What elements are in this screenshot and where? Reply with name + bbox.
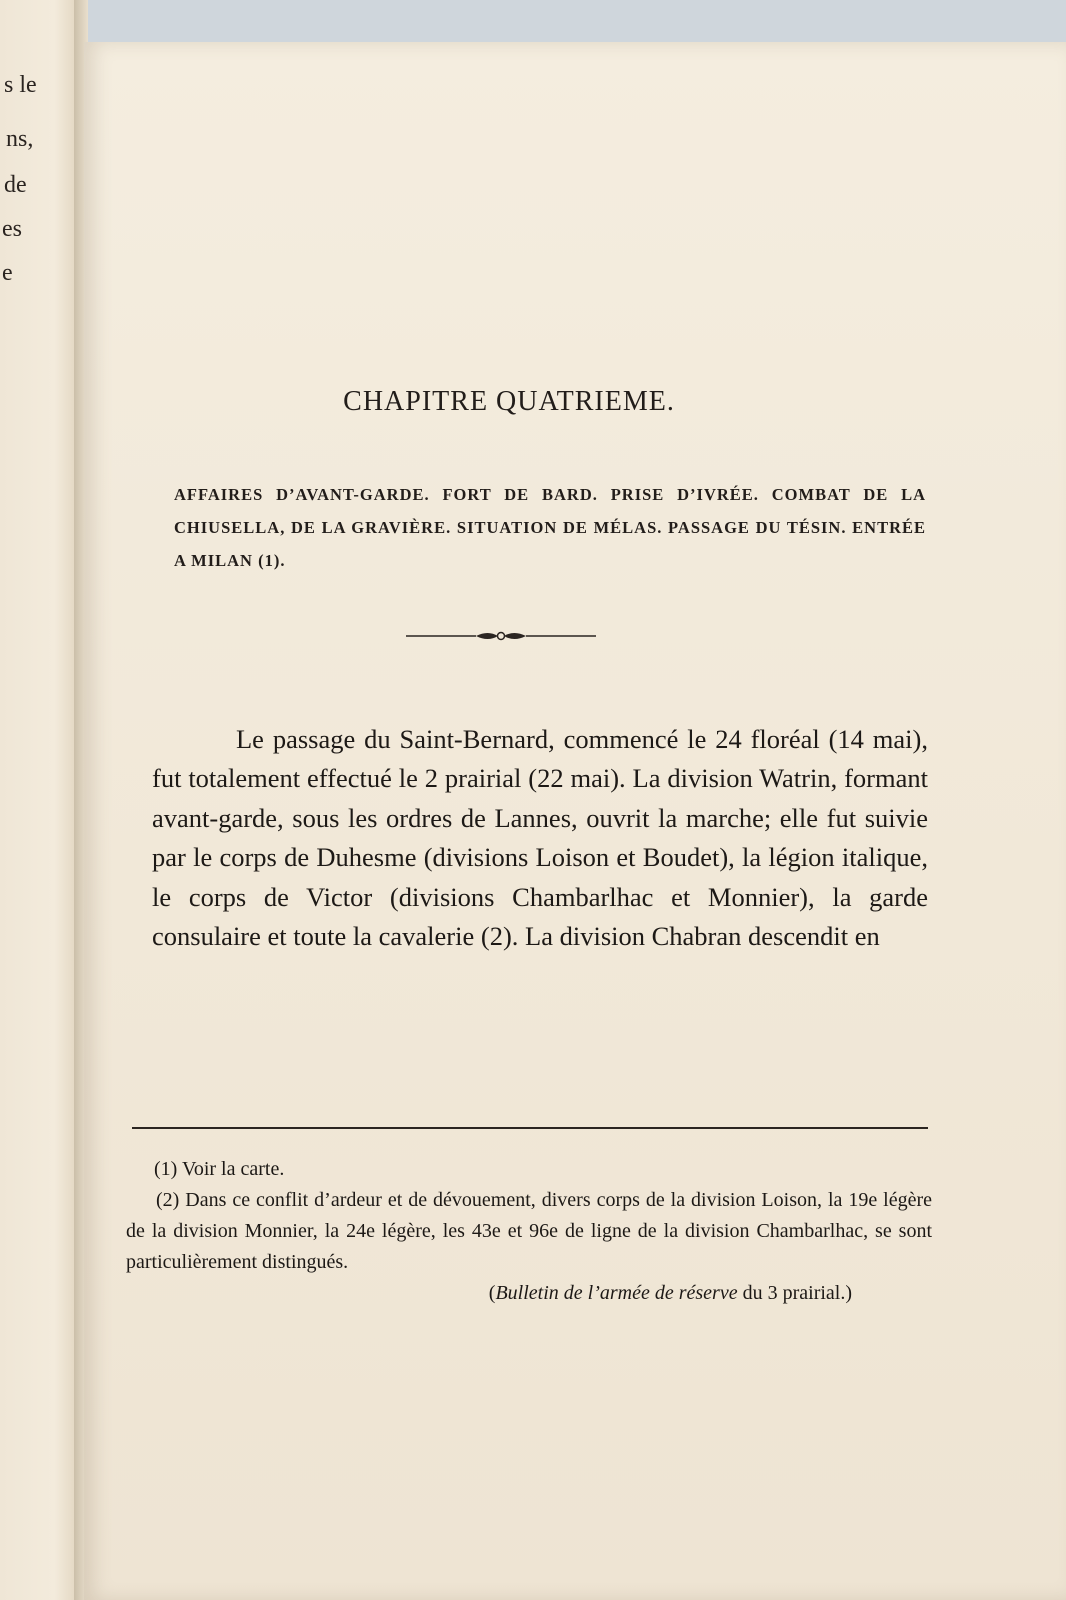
left-page-fragment: es xyxy=(2,216,22,242)
footnote-source xyxy=(126,1278,932,1309)
footnote-1: (1) Voir la carte. xyxy=(154,1158,285,1180)
book-page xyxy=(84,42,1066,1600)
footnote-rule xyxy=(132,1127,928,1129)
main-paragraph-text: Le passage du Saint-Bernard, commencé le 24 floréal (14 mai), fut totalement effectué le 2 prairial (22 mai). La division Watrin, formant avant-garde, sous les ordres de Lannes, ouvrit la marche; elle fut suivie par le corps de Duhesme (divisions Loison et Boudet), la légion italique, le corps de Victor (divisions Chambarlhac et Monnier), la garde consulaire et toute la cavalerie (2). La division Chabran descendit en xyxy=(152,724,928,952)
left-page-fragment: de xyxy=(4,172,27,198)
source-open: ( xyxy=(488,1282,496,1304)
source-rest: du 3 prairial.) xyxy=(737,1282,852,1304)
chapter-title: CHAPITRE QUATRIEME. xyxy=(343,386,675,417)
left-page-edge xyxy=(0,0,78,1600)
source-title: Bulletin de l’armée de réserve xyxy=(495,1282,738,1304)
footnotes xyxy=(126,1154,932,1309)
chapter-summary xyxy=(174,478,926,577)
chapter-summary-text: AFFAIRES D’AVANT-GARDE. FORT DE BARD. PRISE D’IVRÉE. COMBAT DE LA CHIUSELLA, DE LA GRAVIÈRE. SITUATION DE MÉLAS. PASSAGE DU TÉSIN. ENTRÉE A MILAN (1). xyxy=(174,485,926,570)
left-page-fragment: s le xyxy=(4,72,37,98)
left-page-fragment: ns, xyxy=(6,126,34,152)
ornament-divider-icon xyxy=(406,628,596,644)
footnote-2: (2) Dans ce conflit d’ardeur et de dévouement, divers corps de la division Loison, la 19e légère de la division Monnier, la 24e légère, les 43e et 96e de ligne de la division Chambarlhac, se sont particulièrement distingués. xyxy=(126,1189,932,1273)
main-paragraph xyxy=(152,720,928,956)
left-page-fragment: e xyxy=(2,260,13,286)
